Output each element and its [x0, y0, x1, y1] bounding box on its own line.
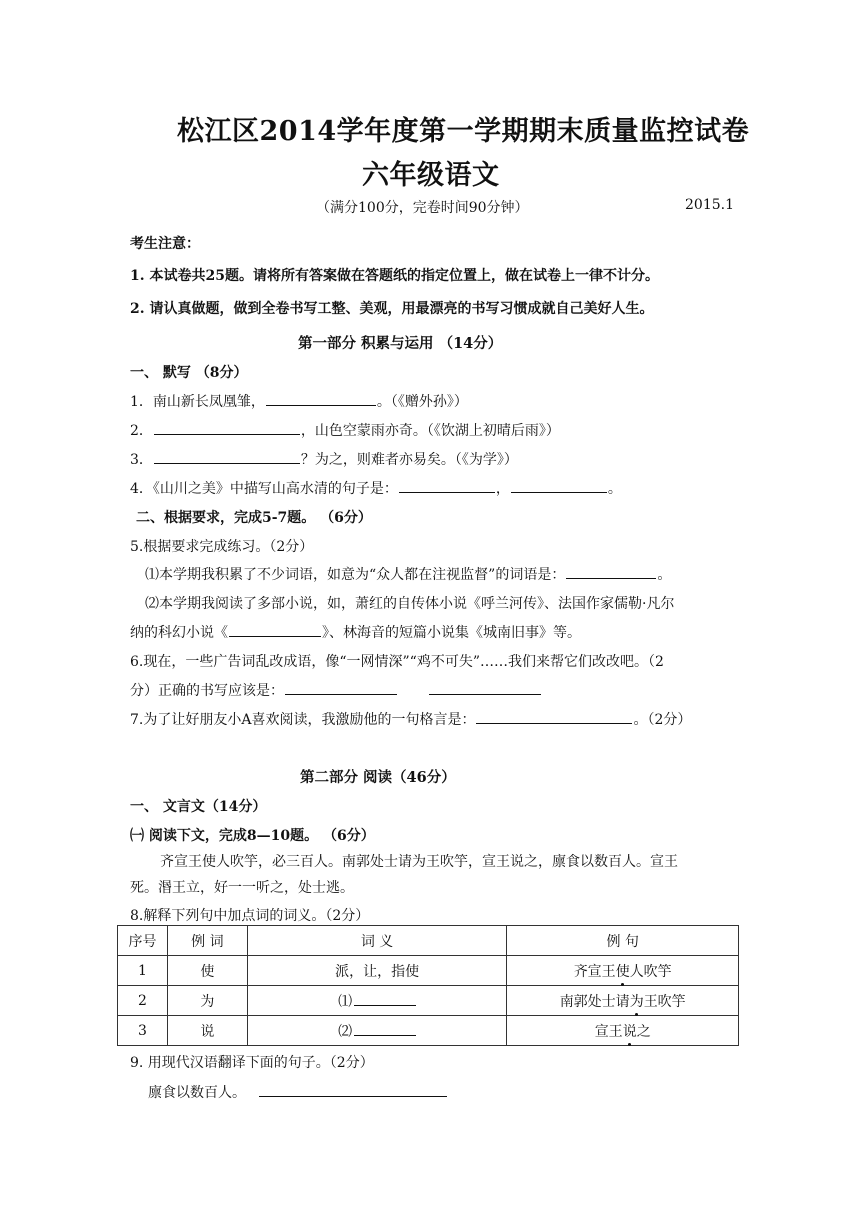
dotted-word: 为	[630, 991, 644, 1011]
answer-blank[interactable]	[354, 1023, 416, 1036]
answer-blank[interactable]	[266, 391, 376, 406]
example-text: 宣王	[594, 1023, 623, 1040]
example-text: 王吹竽	[643, 993, 686, 1010]
table-cell-word: 为	[167, 986, 247, 1016]
meaning-marker: ⑵	[338, 1023, 353, 1040]
part1-section-requirements: 二、根据要求，完成5-7题。 （6分）	[136, 510, 372, 526]
question-5-1	[145, 564, 671, 584]
answer-blank[interactable]	[399, 478, 495, 493]
question-5-1-end: 。	[657, 567, 672, 583]
answer-blank[interactable]	[154, 420, 300, 435]
question-5-2-text: 纳的科幻小说《	[130, 625, 228, 641]
table-cell-meaning	[247, 1016, 507, 1046]
passage-line-2: 死。湣王立，好一一听之，处士逃。	[130, 880, 354, 896]
dotted-word: 使	[616, 961, 630, 981]
answer-blank[interactable]	[259, 1082, 447, 1097]
passage-line-1: 齐宣王使人吹竽，必三百人。南郭处士请为王吹竽，宣王说之，廪食以数百人。宣王	[160, 854, 678, 870]
answer-blank[interactable]	[429, 680, 541, 695]
question-3-number: 3．	[130, 452, 153, 468]
notice-item-1: 1. 本试卷共25题。请将所有答案做在答题纸的指定位置上，做在试卷上一律不计分。	[130, 268, 659, 284]
question-2-text: ，山色空蒙雨亦奇。（《饮湖上初晴后雨》）	[300, 423, 560, 439]
table-header: 例 句	[507, 926, 739, 956]
question-6-line2	[130, 680, 542, 700]
question-8: 8.解释下列句中加点词的词义。（2分）	[130, 908, 370, 924]
table-cell-number: 1	[118, 956, 168, 986]
meaning-marker: ⑴	[338, 993, 353, 1010]
example-text: 齐宣王	[573, 963, 616, 980]
answer-blank[interactable]	[354, 993, 416, 1006]
dotted-word: 说	[623, 1021, 637, 1041]
question-9-text: 廪食以数百人。	[148, 1085, 246, 1101]
question-5-1-text: ⑴本学期我积累了不少词语，如意为“众人都在注视监督”的词语是：	[145, 567, 566, 583]
table-row	[118, 986, 739, 1016]
table-cell-meaning: 派，让，指使	[247, 956, 507, 986]
part2-section-classical: 一、 文言文（14分）	[130, 799, 267, 815]
question-2-number: 2．	[130, 423, 153, 439]
table-header-row	[118, 926, 739, 956]
question-1	[130, 391, 468, 411]
answer-blank[interactable]	[476, 709, 632, 724]
table-cell-meaning	[247, 986, 507, 1016]
answer-blank[interactable]	[229, 622, 321, 637]
question-3	[130, 449, 518, 469]
question-6-text: 分）正确的书写应该是：	[130, 683, 284, 699]
table-cell-example	[507, 986, 739, 1016]
table-row	[118, 956, 739, 986]
question-4-separator: ，	[495, 481, 510, 497]
question-7	[130, 709, 691, 729]
table-row	[118, 1016, 739, 1046]
exam-info: （满分100分，完卷时间90分钟）	[316, 200, 529, 216]
example-text: 之	[636, 1023, 651, 1040]
table-cell-example	[507, 1016, 739, 1046]
question-1-text: 1．南山新长凤凰雏，	[130, 394, 265, 410]
answer-blank[interactable]	[285, 680, 397, 695]
notice-item-2: 2. 请认真做题，做到全卷书写工整、美观，用最漂亮的书写习惯成就自己美好人生。	[130, 301, 654, 317]
question-3-text: ？为之，则难者亦易矣。（《为学》）	[300, 452, 518, 468]
example-text: 南郭处士请	[559, 993, 630, 1010]
table-cell-number: 3	[118, 1016, 168, 1046]
question-7-end: 。（2分）	[633, 712, 692, 728]
example-text: 人吹竽	[629, 963, 672, 980]
vocabulary-table	[117, 925, 739, 1046]
answer-blank[interactable]	[154, 449, 300, 464]
question-7-text: 7.为了让好朋友小A喜欢阅读，我激励他的一句格言是：	[130, 712, 476, 728]
part2-title: 第二部分 阅读（46分）	[300, 769, 456, 786]
table-cell-word: 说	[167, 1016, 247, 1046]
question-6-line1: 6.现在，一些广告词乱改成语，像“一网情深”“鸡不可失”……我们来帮它们改改吧。（2	[130, 654, 664, 670]
exam-title: 松江区2014学年度第一学期期末质量监控试卷	[177, 116, 750, 147]
table-header: 词 义	[247, 926, 507, 956]
answer-blank[interactable]	[511, 478, 607, 493]
notice-heading: 考生注意：	[130, 236, 200, 252]
part1-section-dictation: 一、 默写 （8分）	[130, 365, 248, 381]
table-header: 例 词	[167, 926, 247, 956]
table-cell-number: 2	[118, 986, 168, 1016]
answer-blank[interactable]	[566, 564, 656, 579]
table-cell-word: 使	[167, 956, 247, 986]
table-header: 序号	[118, 926, 168, 956]
question-4-end: 。	[607, 481, 622, 497]
part1-title: 第一部分 积累与运用 （14分）	[298, 335, 503, 352]
question-2	[130, 420, 560, 440]
table-cell-example	[507, 956, 739, 986]
part2-subsection-1: ㈠ 阅读下文，完成8—10题。 （6分）	[130, 828, 375, 844]
exam-subject: 六年级语文	[362, 160, 500, 191]
question-4	[130, 478, 622, 498]
question-1-source: 。（《赠外孙》）	[376, 394, 468, 410]
question-9-sentence	[148, 1082, 448, 1102]
question-5-2-end: 》、林海音的短篇小说集《城南旧事》等。	[322, 625, 581, 641]
question-9: 9. 用现代汉语翻译下面的句子。（2分）	[130, 1055, 374, 1071]
exam-date: 2015.1	[685, 197, 734, 213]
question-4-text: 4．《山川之美》中描写山高水清的句子是：	[130, 481, 398, 497]
question-5-2-line2	[130, 622, 581, 642]
question-5-2-line1: ⑵本学期我阅读了多部小说，如，萧红的自传体小说《呼兰河传》、法国作家儒勒·凡尔	[145, 596, 675, 612]
question-5: 5.根据要求完成练习。（2分）	[130, 539, 314, 555]
